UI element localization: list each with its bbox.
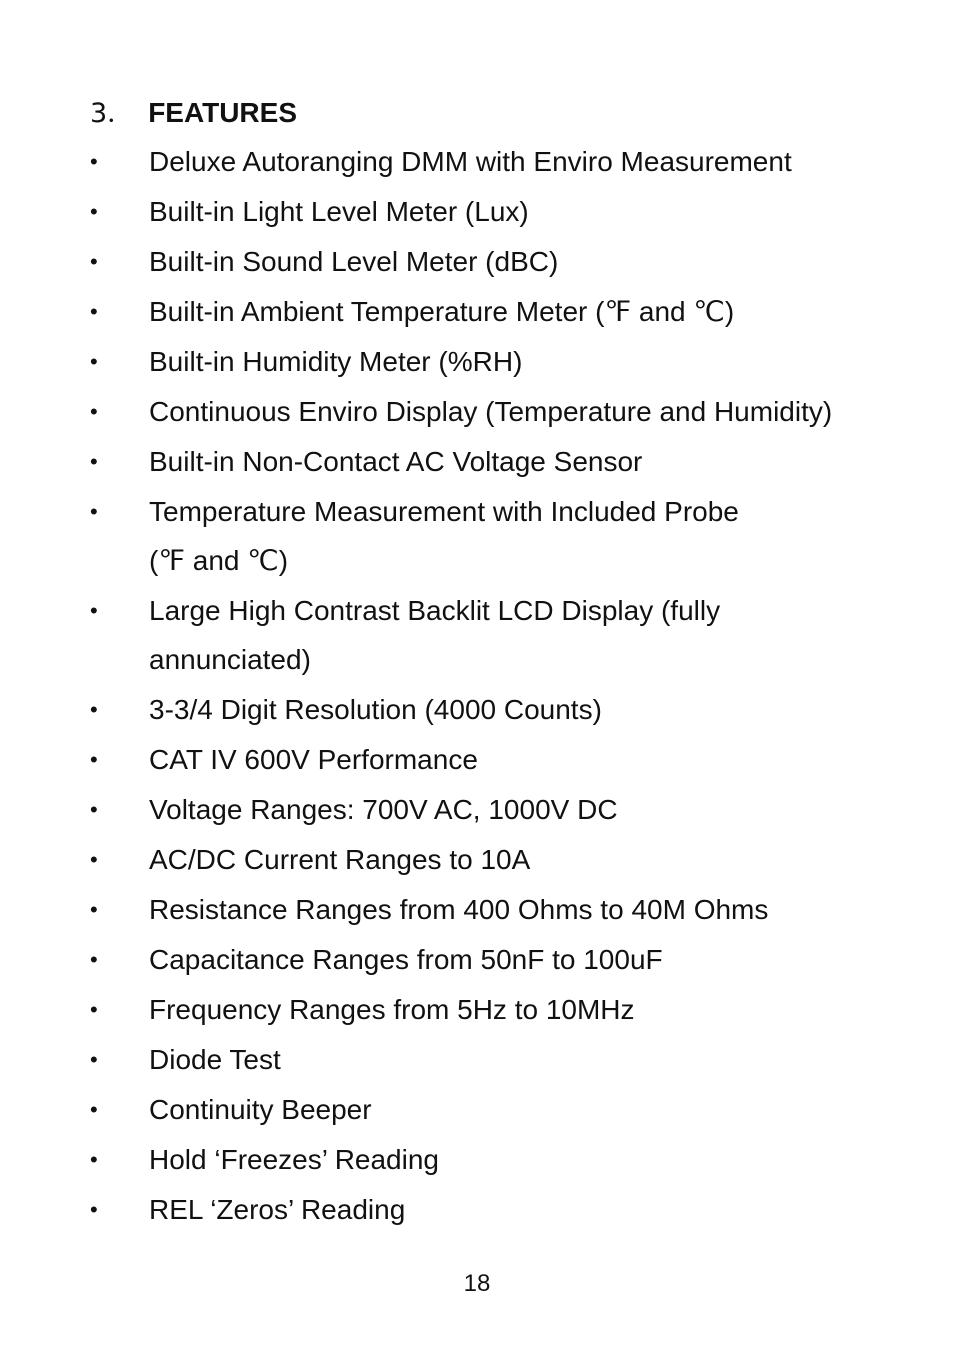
feature-text: Capacitance Ranges from 50nF to 100uF bbox=[149, 944, 663, 975]
feature-text: Diode Test bbox=[149, 1044, 281, 1075]
feature-text: annunciated) bbox=[149, 644, 311, 675]
bullet-icon: • bbox=[90, 249, 98, 274]
list-item bbox=[90, 1185, 890, 1234]
list-item bbox=[90, 287, 890, 336]
bullet-icon: • bbox=[90, 947, 98, 972]
section-number: 3． bbox=[90, 98, 135, 129]
feature-text: Built-in Light Level Meter (Lux) bbox=[149, 196, 529, 227]
list-item bbox=[90, 187, 890, 236]
feature-text: CAT IV 600V Performance bbox=[149, 744, 478, 775]
feature-text: Temperature Measurement with Included Probe bbox=[149, 496, 739, 527]
list-item bbox=[90, 586, 890, 684]
bullet-icon: • bbox=[90, 299, 98, 324]
feature-list bbox=[90, 137, 890, 1235]
bullet-icon: • bbox=[90, 1147, 98, 1172]
list-item bbox=[90, 685, 890, 734]
bullet-icon: • bbox=[90, 449, 98, 474]
list-item bbox=[90, 1085, 890, 1134]
list-item bbox=[90, 437, 890, 486]
list-item bbox=[90, 985, 890, 1034]
section-heading bbox=[90, 96, 297, 131]
feature-text: Voltage Ranges: 700V AC, 1000V DC bbox=[149, 794, 618, 825]
feature-text: 3-3/4 Digit Resolution (4000 Counts) bbox=[149, 694, 602, 725]
bullet-icon: • bbox=[90, 1197, 98, 1222]
bullet-icon: • bbox=[90, 349, 98, 374]
list-item bbox=[90, 735, 890, 784]
list-item bbox=[90, 935, 890, 984]
list-item bbox=[90, 487, 890, 585]
bullet-icon: • bbox=[90, 1047, 98, 1072]
feature-text: Resistance Ranges from 400 Ohms to 40M Ohms bbox=[149, 894, 769, 925]
list-item bbox=[90, 835, 890, 884]
feature-text: REL ‘Zeros’ Reading bbox=[149, 1194, 406, 1225]
bullet-icon: • bbox=[90, 149, 98, 174]
feature-text: Built-in Sound Level Meter (dBC) bbox=[149, 246, 559, 277]
bullet-icon: • bbox=[90, 847, 98, 872]
list-item bbox=[90, 337, 890, 386]
section-title: FEATURES bbox=[148, 97, 298, 128]
feature-text: Deluxe Autoranging DMM with Enviro Measurement bbox=[149, 146, 792, 177]
feature-text: Hold ‘Freezes’ Reading bbox=[149, 1144, 439, 1175]
list-item bbox=[90, 785, 890, 834]
feature-text: Frequency Ranges from 5Hz to 10MHz bbox=[149, 994, 635, 1025]
list-item bbox=[90, 1135, 890, 1184]
bullet-icon: • bbox=[90, 199, 98, 224]
list-item bbox=[90, 137, 890, 186]
bullet-icon: • bbox=[90, 1097, 98, 1122]
list-item bbox=[90, 885, 890, 934]
bullet-icon: • bbox=[90, 499, 98, 524]
feature-text: Large High Contrast Backlit LCD Display (fully bbox=[149, 595, 721, 626]
list-item bbox=[90, 387, 890, 436]
bullet-icon: • bbox=[90, 399, 98, 424]
list-item bbox=[90, 1035, 890, 1084]
bullet-icon: • bbox=[90, 598, 98, 623]
list-item bbox=[90, 237, 890, 286]
feature-text: Continuity Beeper bbox=[149, 1094, 372, 1125]
bullet-icon: • bbox=[90, 897, 98, 922]
feature-text: Built-in Ambient Temperature Meter (℉ and ℃) bbox=[149, 296, 735, 327]
feature-text: Built-in Non-Contact AC Voltage Sensor bbox=[149, 446, 643, 477]
page-number: 18 bbox=[463, 1270, 491, 1297]
bullet-icon: • bbox=[90, 797, 98, 822]
bullet-icon: • bbox=[90, 747, 98, 772]
bullet-icon: • bbox=[90, 697, 98, 722]
feature-text: AC/DC Current Ranges to 10A bbox=[149, 844, 531, 875]
feature-text: (℉ and ℃) bbox=[149, 545, 289, 576]
bullet-icon: • bbox=[90, 997, 98, 1022]
feature-text: Continuous Enviro Display (Temperature and Humidity) bbox=[149, 396, 833, 427]
feature-text: Built-in Humidity Meter (%RH) bbox=[149, 346, 523, 377]
